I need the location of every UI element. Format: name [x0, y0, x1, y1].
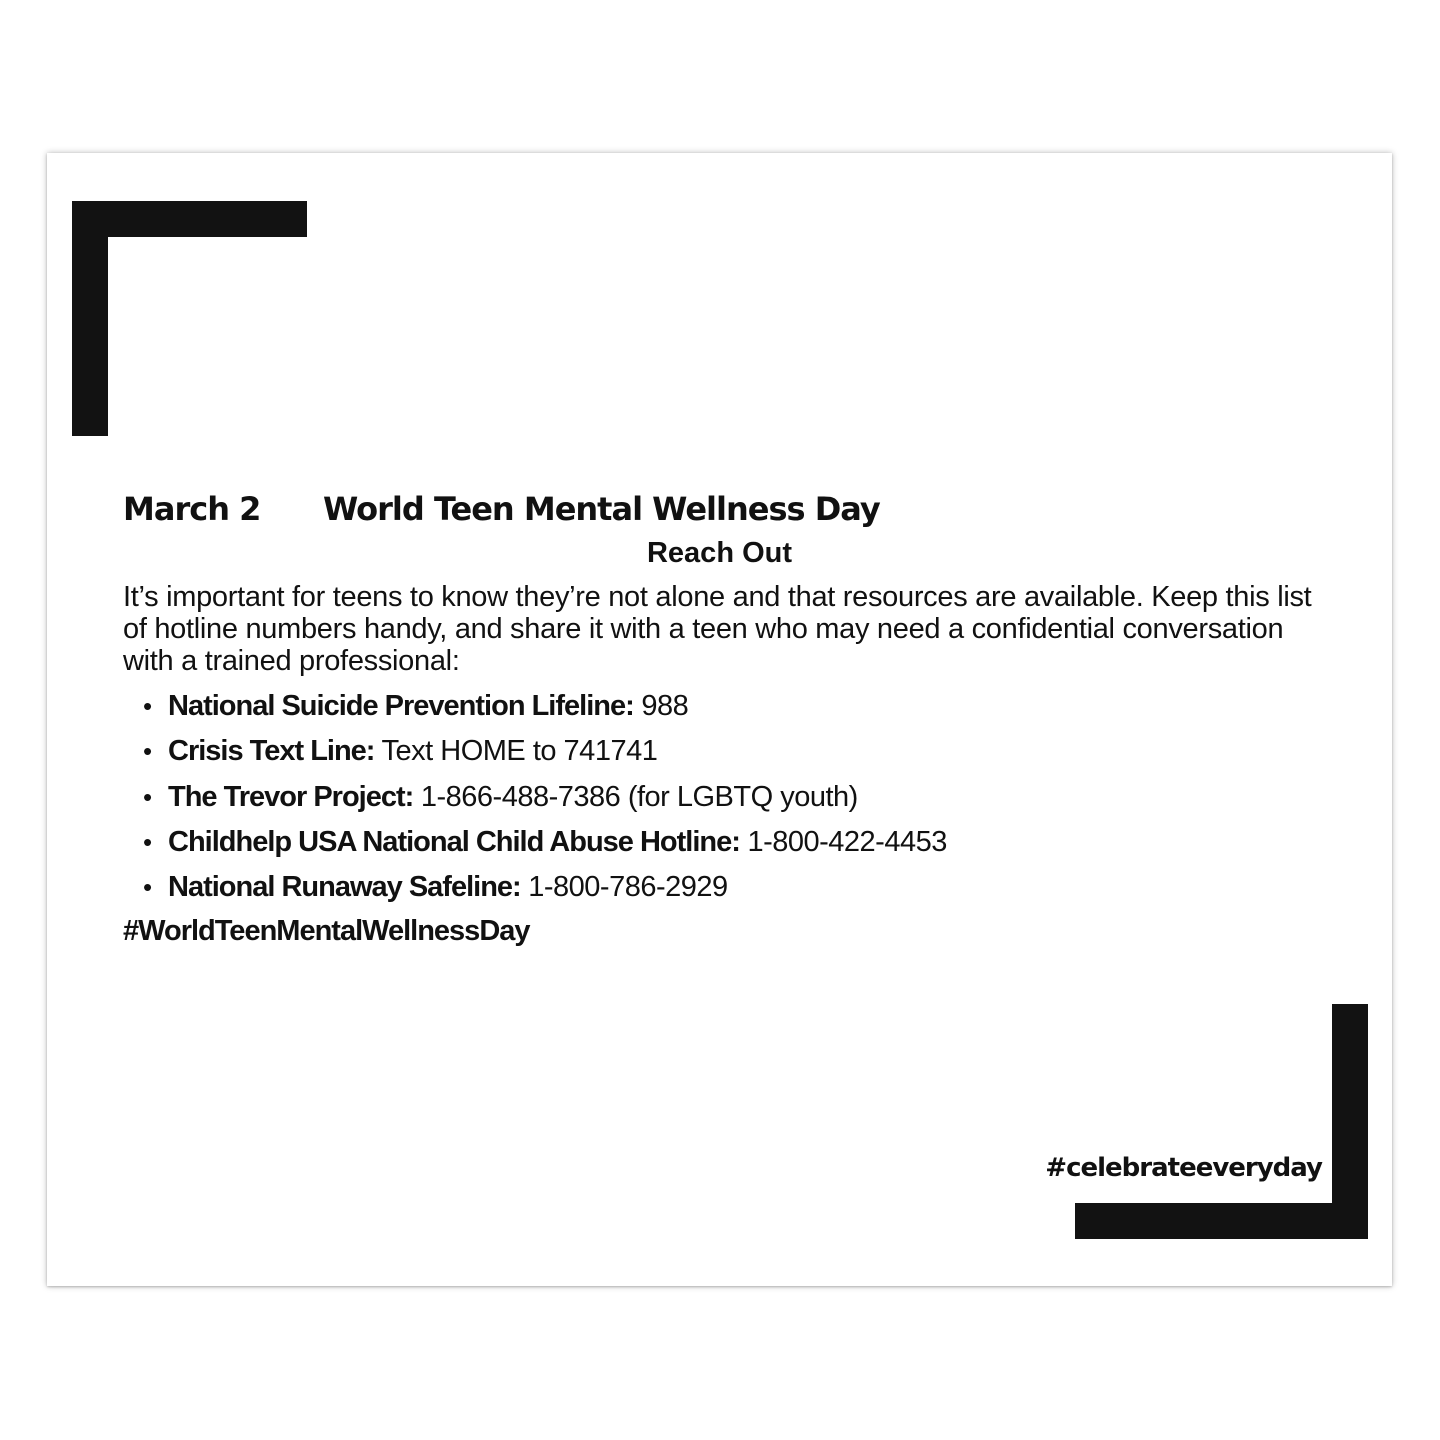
- corner-bracket-bottom-right-vertical: [1332, 1004, 1368, 1239]
- hotline-name: National Runaway Safeline:: [168, 871, 521, 904]
- hotline-detail: 1-800-422-4453: [747, 825, 947, 858]
- hotline-item: [143, 867, 947, 912]
- corner-bracket-bottom-right-horizontal: [1075, 1203, 1368, 1239]
- calendar-card: [47, 153, 1392, 1286]
- hotline-detail: 988: [641, 690, 689, 722]
- hotline-detail: 1-800-786-2929: [528, 871, 728, 904]
- heading-date: March 2: [123, 490, 261, 528]
- hotline-item: [143, 777, 947, 822]
- corner-bracket-top-left-vertical: [72, 201, 108, 436]
- hotline-detail: Text HOME to 741741: [381, 735, 658, 768]
- heading-title: World Teen Mental Wellness Day: [323, 490, 880, 528]
- hotline-name: National Suicide Prevention Lifeline:: [168, 690, 634, 722]
- hotline-list: [143, 686, 947, 912]
- hashtag-brand: #celebrateeveryday: [1045, 1153, 1322, 1183]
- hotline-name: Crisis Text Line:: [168, 735, 375, 768]
- hotline-item: [143, 731, 947, 776]
- bullet-icon: •: [143, 781, 152, 812]
- hotline-name: Childhelp USA National Child Abuse Hotline:: [168, 825, 740, 858]
- intro-paragraph: It’s important for teens to know they’re not alone and that resources are available. Keep this list of hotline numbers handy, and share it with a teen who may need a confidential conversation with a trained professional:: [123, 581, 1312, 677]
- hashtag-main: #WorldTeenMentalWellnessDay: [123, 915, 530, 947]
- bullet-icon: •: [143, 736, 152, 767]
- hotline-item: [143, 686, 947, 731]
- hotline-name: The Trevor Project:: [168, 780, 414, 813]
- bullet-icon: •: [143, 691, 152, 721]
- subheading: Reach Out: [646, 537, 793, 569]
- bullet-icon: •: [143, 872, 152, 903]
- hotline-detail: 1-866-488-7386 (for LGBTQ youth): [420, 780, 858, 813]
- hotline-item: [143, 822, 947, 867]
- bullet-icon: •: [143, 826, 152, 857]
